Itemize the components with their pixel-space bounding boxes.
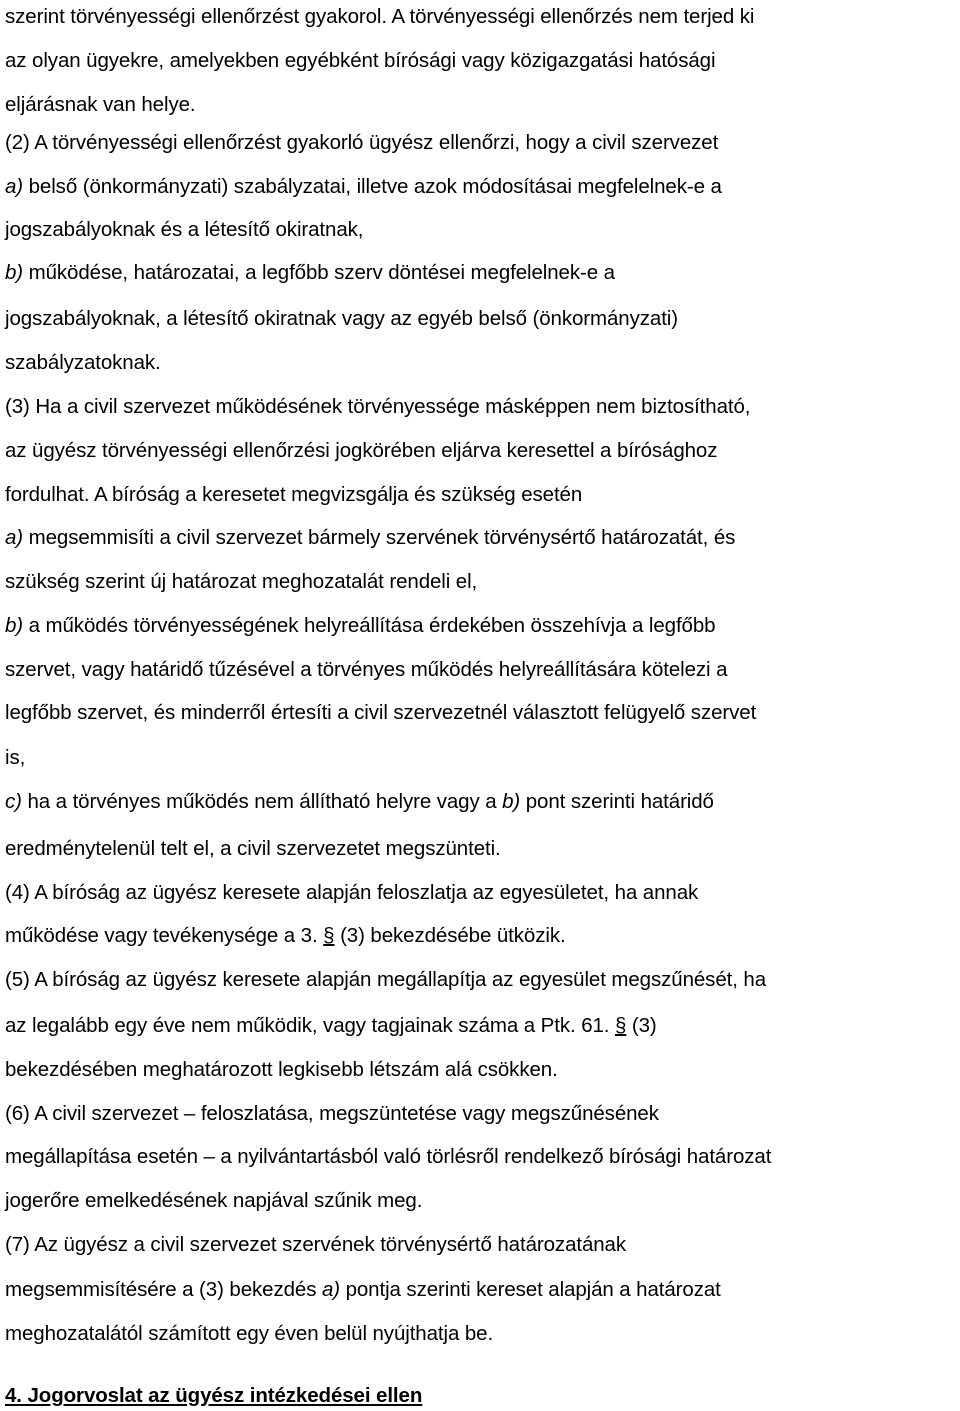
line-text: szervet, vagy határidő tűzésével a törvényes működés helyreállítására kötelezi a [5, 658, 728, 681]
text-line [5, 743, 25, 773]
text-line [5, 90, 196, 120]
text-line [5, 46, 715, 76]
line-text: jogszabályoknak, a létesítő okiratnak vagy az egyéb belső (önkormányzati) [5, 307, 678, 330]
line-text: (3) Ha a civil szervezet működésének törvényessége másképpen nem biztosítható, [5, 395, 751, 418]
list-marker: b) [5, 614, 24, 637]
line-text: az legalább egy éve nem működik, vagy tagjainak száma a Ptk. 61. [5, 1014, 615, 1037]
line-text: működése, határozatai, a legfőbb szerv döntései megfelelnek-e a [23, 261, 615, 284]
list-marker: b) [5, 261, 24, 284]
text-line [5, 304, 678, 334]
text-line [5, 215, 363, 245]
inline-marker: b) [502, 790, 521, 813]
text-line [5, 480, 582, 510]
text-line [5, 348, 161, 378]
line-text: (7) Az ügyész a civil szervezet szervének törvénysértő határozatának [5, 1233, 627, 1256]
line-text: az olyan ügyekre, amelyekben egyébként bírósági vagy közigazgatási hatósági [5, 49, 716, 72]
line-text-continued: pont szerinti határidő [520, 790, 714, 813]
list-marker: c) [5, 790, 22, 813]
line-text: fordulhat. A bíróság a keresetet megvizsgálja és szükség esetén [5, 483, 583, 506]
line-text-continued: (3) bekezdésébe ütközik. [334, 924, 566, 947]
text-line [5, 1186, 422, 1216]
inline-marker: a) [321, 1278, 340, 1301]
line-text: eljárásnak van helye. [5, 93, 196, 116]
line-text: bekezdésében meghatározott legkisebb létszám alá csökken. [5, 1058, 558, 1081]
text-line [5, 611, 715, 641]
text-line [5, 1142, 771, 1172]
text-line [5, 787, 714, 817]
text-line [5, 2, 754, 32]
text-line [5, 1055, 558, 1085]
section-heading: 4. Jogorvoslat az ügyész intézkedései ellen [5, 1384, 423, 1407]
section-sign: § [323, 924, 335, 947]
line-text: szükség szerint új határozat meghozatalát rendeli el, [5, 570, 478, 593]
line-text: jogszabályoknak és a létesítő okiratnak, [5, 218, 364, 241]
line-text: (6) A civil szervezet – feloszlatása, megszüntetése vagy megszűnésének [5, 1102, 659, 1125]
line-text: szabályzatoknak. [5, 351, 161, 374]
text-line [5, 523, 735, 553]
line-text: a működés törvényességének helyreállítása érdekében összehívja a legfőbb [23, 614, 716, 637]
text-line [5, 878, 698, 908]
line-text: meghozatalától számított egy éven belül nyújthatja be. [5, 1322, 494, 1345]
line-text: működése vagy tevékenysége a 3. [5, 924, 324, 947]
line-text: legfőbb szervet, és minderről értesíti a civil szervezetnél választott felügyelő szervet [5, 701, 757, 724]
text-line [5, 965, 766, 995]
line-text: belső (önkormányzati) szabályzatai, illetve azok módosításai megfelelnek-e a [23, 175, 722, 198]
text-line [5, 1230, 626, 1260]
text-line [5, 1099, 659, 1129]
line-text: megállapítása esetén – a nyilvántartásból való törlésről rendelkező bírósági határozat [5, 1145, 772, 1168]
line-text: (2) A törvényességi ellenőrzést gyakorló ügyész ellenőrzi, hogy a civil szervezet [5, 131, 719, 154]
text-line [5, 1011, 657, 1041]
text-line [5, 392, 750, 422]
text-line [5, 567, 477, 597]
text-line [5, 172, 722, 202]
line-text: megsemmisíti a civil szervezet bármely szervének törvénysértő határozatát, és [23, 526, 736, 549]
line-text-continued: pontja szerinti kereset alapján a határozat [339, 1278, 721, 1301]
text-line [5, 698, 756, 728]
text-line [5, 1275, 721, 1305]
line-text: szerint törvényességi ellenőrzést gyakorol. A törvényességi ellenőrzés nem terjed ki [5, 5, 755, 28]
line-text-continued: (3) [626, 1014, 657, 1037]
line-text: megsemmisítésére a (3) bekezdés [5, 1278, 322, 1301]
section-sign: § [614, 1014, 627, 1037]
text-line [5, 655, 727, 685]
text-line [5, 834, 501, 864]
line-text: ha a törvényes működés nem állítható helyre vagy a [21, 790, 503, 813]
line-text: eredménytelenül telt el, a civil szervezetet megszünteti. [5, 837, 501, 860]
text-line [5, 921, 566, 951]
line-text: az ügyész törvényességi ellenőrzési jogkörében eljárva keresettel a bírósághoz [5, 439, 718, 462]
text-line [5, 1319, 493, 1349]
text-line [5, 258, 615, 288]
text-line [5, 128, 718, 158]
list-marker: a) [5, 175, 24, 198]
text-line [5, 436, 717, 466]
line-text: (4) A bíróság az ügyész keresete alapján feloszlatja az egyesületet, ha annak [5, 881, 699, 904]
line-text: jogerőre emelkedésének napjával szűnik meg. [5, 1189, 423, 1212]
list-marker: a) [5, 526, 24, 549]
line-text: is, [5, 746, 26, 769]
line-text: (5) A bíróság az ügyész keresete alapján megállapítja az egyesület megszűnését, ha [5, 968, 767, 991]
